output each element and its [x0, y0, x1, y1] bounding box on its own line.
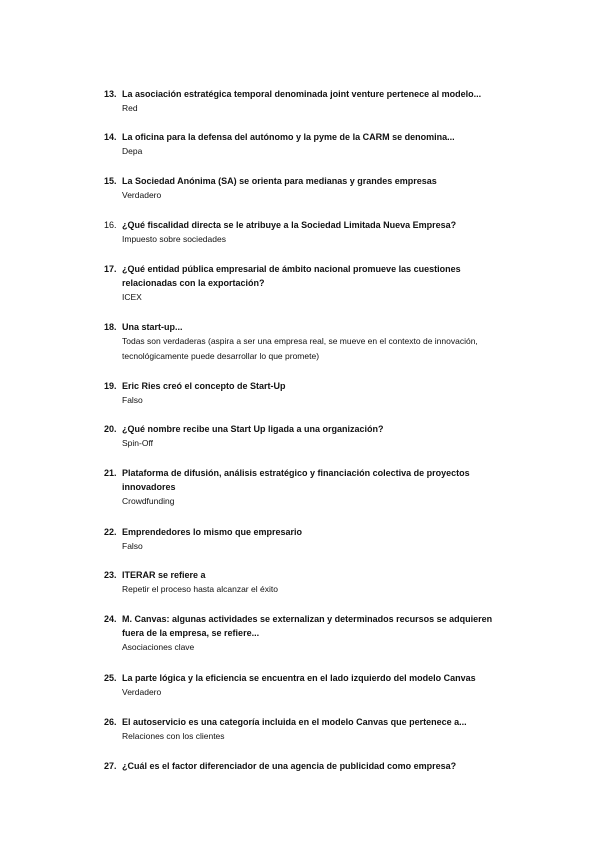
question-number: 27. [104, 761, 117, 771]
answer-text: Todas son verdaderas (aspira a ser una empresa real, se mueve en el contexto de innovación, tecnológicamente puede desarrollar lo que promete) [122, 336, 478, 361]
question-text: Plataforma de difusión, análisis estratégico y financiación colectiva de proyectos innovadores [122, 468, 470, 492]
question-text: ITERAR se refiere a [122, 570, 206, 580]
question-number: 18. [104, 322, 117, 332]
question-text: La Sociedad Anónima (SA) se orienta para medianas y grandes empresas [122, 176, 437, 186]
answer-text: Crowdfunding [122, 496, 175, 506]
question-number: 22. [104, 527, 117, 537]
answer-text: Falso [122, 541, 143, 551]
question-number: 23. [104, 570, 117, 580]
question-item-17 [104, 262, 514, 305]
question-number: 17. [104, 264, 117, 274]
question-item-14 [104, 130, 514, 159]
question-number: 13. [104, 89, 117, 99]
question-text: La oficina para la defensa del autónomo y la pyme de la CARM se denomina... [122, 132, 455, 142]
question-text: Emprendedores lo mismo que empresario [122, 527, 303, 537]
question-item-27 [104, 759, 514, 773]
question-text: Una start-up... [122, 322, 183, 332]
question-item-18 [104, 320, 514, 364]
answer-text: ICEX [122, 292, 142, 302]
question-number: 24. [104, 614, 117, 624]
question-item-24 [104, 612, 514, 655]
question-text: La asociación estratégica temporal denominada joint venture pertenece al modelo... [122, 89, 482, 99]
question-number: 19. [104, 381, 117, 391]
question-item-16 [104, 218, 514, 247]
answer-text: Verdadero [122, 190, 162, 200]
question-text: ¿Cuál es el factor diferenciador de una agencia de publicidad como empresa? [122, 761, 457, 771]
question-item-21 [104, 466, 514, 509]
question-number: 20. [104, 424, 117, 434]
question-item-23 [104, 568, 514, 597]
answer-text: Asociaciones clave [122, 642, 195, 652]
question-item-25 [104, 671, 514, 700]
question-item-20 [104, 422, 514, 451]
question-text: M. Canvas: algunas actividades se externalizan y determinados recursos se adquieren fuera de la empresa, se refiere... [122, 614, 493, 638]
question-item-15 [104, 174, 514, 203]
question-text: ¿Qué nombre recibe una Start Up ligada a una organización? [122, 424, 384, 434]
question-number: 15. [104, 176, 117, 186]
question-item-26 [104, 715, 514, 744]
question-number: 25. [104, 673, 117, 683]
question-number: 26. [104, 717, 117, 727]
question-text: El autoservicio es una categoría incluida en el modelo Canvas que pertenece a... [122, 717, 467, 727]
question-item-13 [104, 87, 514, 116]
answer-text: Impuesto sobre sociedades [122, 234, 226, 244]
answer-text: Verdadero [122, 687, 162, 697]
answer-text: Repetir el proceso hasta alcanzar el éxito [122, 584, 278, 594]
question-text: ¿Qué fiscalidad directa se le atribuye a la Sociedad Limitada Nueva Empresa? [122, 220, 457, 230]
answer-text: Red [122, 103, 138, 113]
question-item-22 [104, 525, 514, 554]
answer-text: Falso [122, 395, 143, 405]
question-number: 16. [104, 220, 117, 230]
answer-text: Spin-Off [122, 438, 154, 448]
question-text: Eric Ries creó el concepto de Start-Up [122, 381, 286, 391]
question-text: La parte lógica y la eficiencia se encuentra en el lado izquierdo del modelo Canvas [122, 673, 476, 683]
question-number: 14. [104, 132, 117, 142]
question-text: ¿Qué entidad pública empresarial de ámbito nacional promueve las cuestiones relacionadas con la exportación? [122, 264, 461, 288]
question-number: 21. [104, 468, 117, 478]
answer-text: Depa [122, 146, 143, 156]
answer-text: Relaciones con los clientes [122, 731, 225, 741]
question-item-19 [104, 379, 514, 408]
